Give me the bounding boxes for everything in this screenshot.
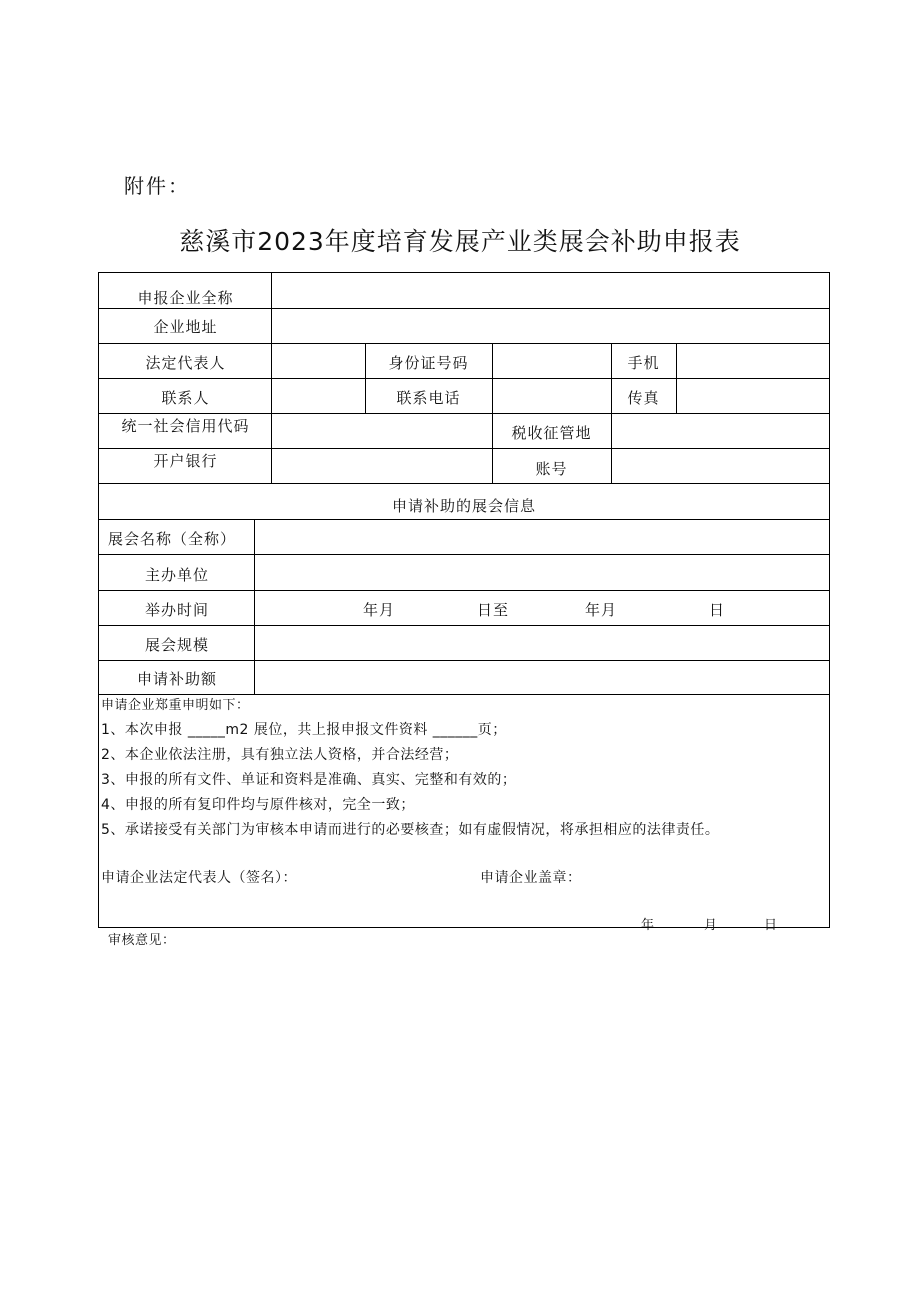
row-divider — [98, 554, 830, 555]
exhibition-scale-label: 展会规模 — [144, 636, 209, 654]
column-divider — [271, 272, 272, 343]
declaration-date-day: 日 — [764, 918, 778, 933]
row-divider — [98, 483, 830, 484]
attachment-label: 附件： — [124, 174, 190, 198]
company-full-name-label: 申报企业全称 — [137, 289, 234, 307]
subsidy-amount-label: 申请补助额 — [136, 670, 217, 688]
contact-phone-label: 联系电话 — [396, 389, 461, 407]
row-divider — [98, 343, 830, 344]
row-divider — [98, 519, 830, 520]
declaration-intro: 申请企业郑重申明如下： — [101, 698, 250, 713]
declaration-item: 5、承诺接受有关部门为审核本申请而进行的必要核查；如有虚假情况，将承担相应的法律责任。 — [101, 822, 720, 838]
column-divider — [492, 343, 493, 413]
legal-representative-label: 法定代表人 — [145, 354, 226, 372]
row-divider — [98, 694, 830, 695]
exhibition-section-header: 申请补助的展会信息 — [391, 497, 536, 515]
column-divider — [271, 413, 272, 483]
mobile-label: 手机 — [627, 354, 660, 372]
column-divider — [676, 343, 677, 413]
declaration-item: 2、本企业依法注册，具有独立法人资格，并合法经营； — [101, 747, 459, 763]
declaration-item: 1、本次申报 _____m2 展位，共上报申报文件资料 ______页； — [101, 722, 507, 738]
account-number-label: 账号 — [535, 460, 568, 478]
row-divider — [98, 625, 830, 626]
column-divider — [271, 343, 272, 413]
credit-code-label: 统一社会信用代码 — [121, 417, 250, 435]
declaration-item: 3、申报的所有文件、单证和资料是准确、真实、完整和有效的； — [101, 772, 517, 788]
company-seal-label: 申请企业盖章： — [480, 870, 582, 886]
row-divider — [98, 378, 830, 379]
exhibition-time-label: 举办时间 — [144, 601, 209, 619]
declaration-date-month: 月 — [704, 918, 718, 933]
row-divider — [98, 660, 830, 661]
column-divider — [254, 519, 255, 694]
start-day-to: 日至 — [477, 601, 510, 619]
row-divider — [98, 590, 830, 591]
review-opinion-label: 审核意见： — [108, 933, 176, 948]
bank-label: 开户银行 — [153, 452, 218, 470]
end-year-month: 年月 — [585, 601, 618, 619]
declaration-date-year: 年 — [641, 918, 655, 933]
fax-label: 传真 — [627, 389, 660, 407]
organizer-label: 主办单位 — [144, 566, 209, 584]
company-address-label: 企业地址 — [153, 318, 218, 336]
row-divider — [98, 413, 830, 414]
tax-authority-label: 税收征管地 — [511, 424, 592, 442]
start-year-month: 年月 — [363, 601, 396, 619]
row-divider — [98, 448, 830, 449]
legal-rep-signature-label: 申请企业法定代表人（签名）： — [101, 870, 297, 886]
id-number-label: 身份证号码 — [388, 354, 469, 372]
exhibition-name-label: 展会名称（全称） — [108, 530, 237, 548]
end-day: 日 — [709, 601, 726, 619]
column-divider — [611, 413, 612, 483]
contact-person-label: 联系人 — [161, 389, 210, 407]
form-title: 慈溪市2023年度培育发展产业类展会补助申报表 — [179, 227, 741, 256]
row-divider — [98, 308, 830, 309]
declaration-item: 4、申报的所有复印件均与原件核对，完全一致； — [101, 797, 415, 813]
